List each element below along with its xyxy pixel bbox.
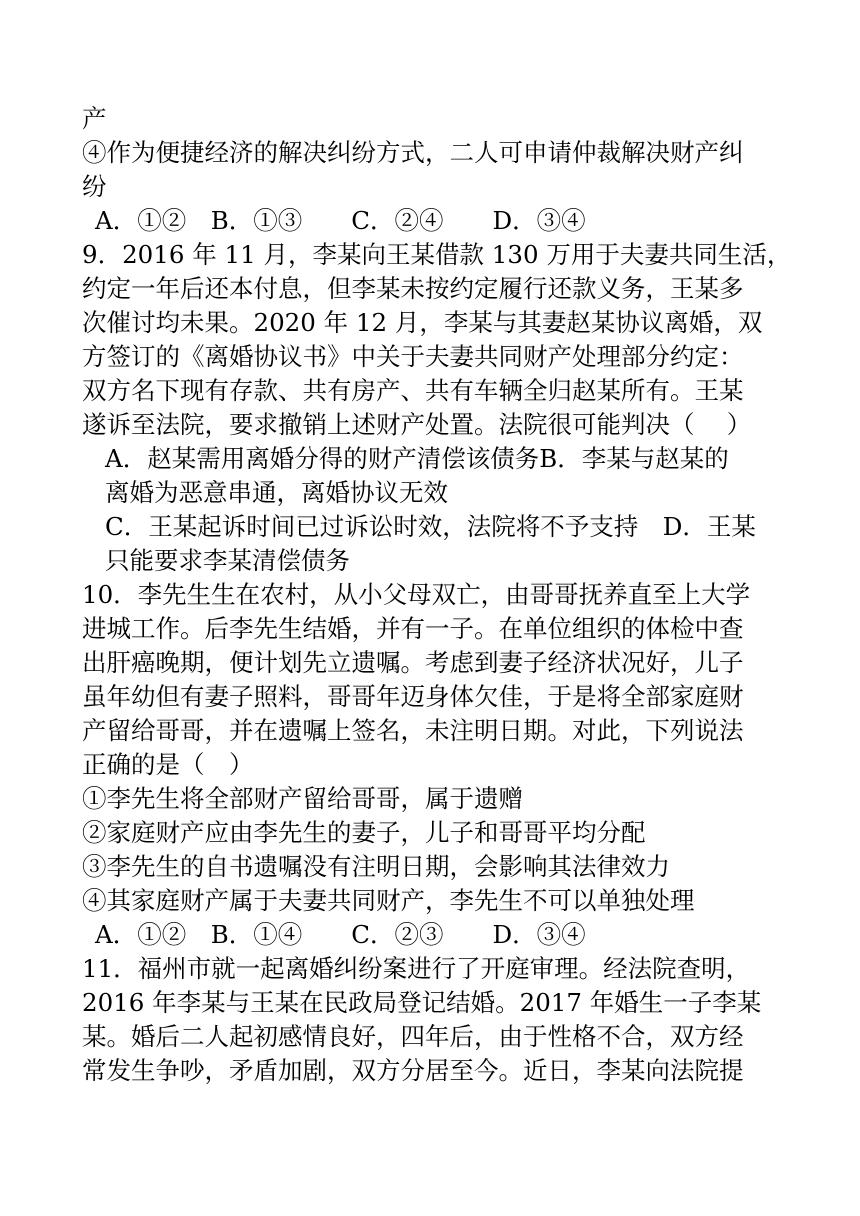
question-9-line: 9．2016 年 11 月，李某向王某借款 130 万用于夫妻共同生活， (82, 240, 792, 269)
text-line: 次催讨均未果。2020 年 12 月，李某与其妻赵某协议离婚，双 (82, 308, 763, 337)
text-line: 2016 年李某与王某在民政局登记结婚。2017 年婚生一子李某 (82, 988, 762, 1017)
text-line: 虽年幼但有妻子照料，哥哥年迈身体欠佳，于是将全部家庭财 (82, 682, 744, 711)
text-line: 正确的是（ ） (82, 750, 254, 779)
text-line: 产 (82, 104, 107, 133)
option-line: A．赵某需用离婚分得的财产清偿该债务B．李某与赵某的 (105, 444, 729, 473)
answer-options-q10: A．①② B．①④ C．②③ D．③④ (95, 920, 586, 949)
text-line: ④作为便捷经济的解决纠纷方式，二人可申请仲裁解决财产纠 (82, 138, 744, 167)
text-line: 约定一年后还本付息，但李某未按约定履行还款义务，王某多 (82, 274, 744, 303)
statement-line: ③李先生的自书遗嘱没有注明日期，会影响其法律效力 (82, 852, 670, 881)
text-line: 进城工作。后李先生结婚，并有一子。在单位组织的体检中查 (82, 614, 744, 643)
option-line: 离婚为恶意串通，离婚协议无效 (105, 478, 448, 507)
text-line: 遂诉至法院，要求撤销上述财产处置。法院很可能判决（ ） (82, 410, 752, 439)
question-10-line: 10．李先生生在农村，从小父母双亡，由哥哥抚养直至上大学 (82, 580, 751, 609)
option-line: 只能要求李某清偿债务 (105, 546, 350, 575)
statement-line: ①李先生将全部财产留给哥哥，属于遗赠 (82, 784, 523, 813)
text-line: 纷 (82, 172, 107, 201)
statement-line: ④其家庭财产属于夫妻共同财产，李先生不可以单独处理 (82, 886, 695, 915)
statement-line: ②家庭财产应由李先生的妻子，儿子和哥哥平均分配 (82, 818, 646, 847)
question-11-line: 11．福州市就一起离婚纠纷案进行了开庭审理。经法院查明， (82, 954, 751, 983)
text-line: 方签订的《离婚协议书》中关于夫妻共同财产处理部分约定： (82, 342, 744, 371)
text-line: 出肝癌晚期，便计划先立遗嘱。考虑到妻子经济状况好，儿子 (82, 648, 744, 677)
answer-options-q8: A．①② B．①③ C．②④ D．③④ (95, 206, 586, 235)
text-line: 常发生争吵，矛盾加剧，双方分居至今。近日，李某向法院提 (82, 1056, 744, 1085)
text-line: 产留给哥哥，并在遗嘱上签名，未注明日期。对此，下列说法 (82, 716, 744, 745)
text-line: 双方名下现有存款、共有房产、共有车辆全归赵某所有。王某 (82, 376, 744, 405)
text-line: 某。婚后二人起初感情良好，四年后，由于性格不合，双方经 (82, 1022, 744, 1051)
option-line: C．王某起诉时间已过诉讼时效，法院将不予支持 D．王某 (105, 512, 756, 541)
